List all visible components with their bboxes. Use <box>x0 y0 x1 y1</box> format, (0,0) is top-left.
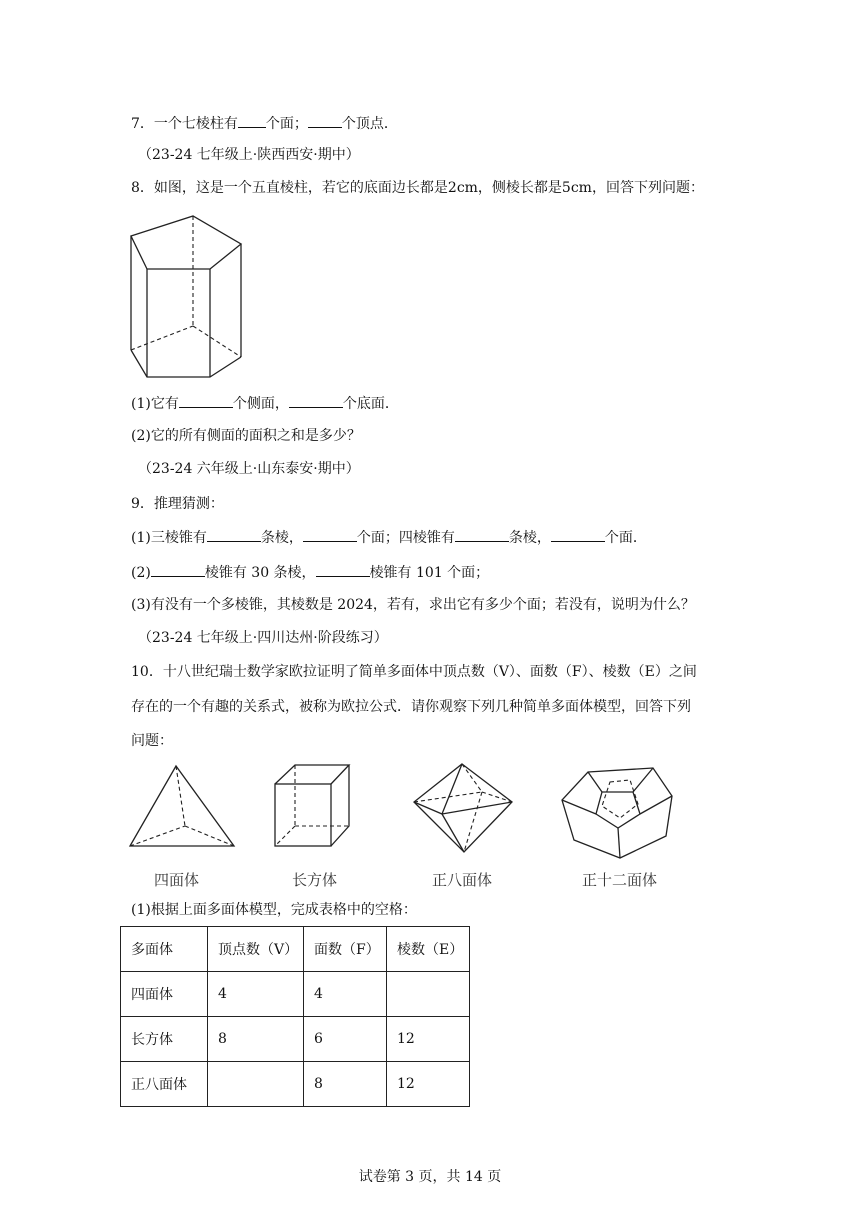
table-header-cell: 棱数（E） <box>387 927 470 972</box>
q9-text: 棱锥有 101 个面； <box>369 565 490 581</box>
table-header-cell: 面数（F） <box>304 927 387 972</box>
q9-text: 条棱， <box>508 530 551 546</box>
q10-stem-line2: 存在的一个有趣的关系式，被称为欧拉公式．请你观察下列几种简单多面体模型，回答下列 <box>131 699 691 715</box>
q9-text: 个面． <box>604 530 647 546</box>
q9-part3: (3)有没有一个多棱锥，其棱数是 2024，若有，求出它有多少个面；若没有，说明为什么？ <box>131 597 695 613</box>
octahedron-figure <box>412 762 516 854</box>
q10-part1: (1)根据上面多面体模型，完成表格中的空格： <box>131 902 417 918</box>
tetrahedron-label: 四面体 <box>154 871 200 889</box>
q7-line <box>131 113 398 134</box>
q9-source: （23-24 六年级上·山东泰安·期中） <box>138 461 360 477</box>
table-cell-blank[interactable] <box>387 972 470 1017</box>
table-header-cell: 多面体 <box>121 927 208 972</box>
q10-stem-line1: 10．十八世纪瑞士数学家欧拉证明了简单多面体中顶点数（V）、面数（F）、棱数（E）之间 <box>131 664 697 680</box>
polyhedron-table <box>120 926 470 1107</box>
q8-text: 个侧面， <box>232 396 289 412</box>
q10-source: （23-24 七年级上·四川达州·阶段练习） <box>138 630 388 646</box>
q8-stem: 8．如图，这是一个五直棱柱，若它的底面边长都是2cm，侧棱长都是5cm，回答下列问题： <box>131 180 704 196</box>
q8-text: (1)它有 <box>131 396 179 412</box>
cuboid-label: 长方体 <box>292 871 338 889</box>
q9-text: (1)三棱锥有 <box>131 530 207 546</box>
q8-text: 个底面． <box>342 396 399 412</box>
q9-text: 棱锥有 30 条棱， <box>204 565 316 581</box>
pentagonal-prism-figure <box>128 212 248 382</box>
table-cell: 12 <box>387 1062 470 1107</box>
table-cell: 12 <box>387 1017 470 1062</box>
octahedron-label: 正八面体 <box>432 871 493 889</box>
table-cell: 正八面体 <box>121 1062 208 1107</box>
answer-blank[interactable] <box>303 527 357 542</box>
answer-blank[interactable] <box>308 113 342 128</box>
table-row <box>121 1062 470 1107</box>
table-cell: 4 <box>304 972 387 1017</box>
q9-text: 个面；四棱锥有 <box>356 530 455 546</box>
table-row <box>121 972 470 1017</box>
table-cell: 四面体 <box>121 972 208 1017</box>
table-cell-blank[interactable] <box>208 1062 304 1107</box>
table-header-cell: 顶点数（V） <box>208 927 304 972</box>
q7-text: 个面； <box>265 116 308 132</box>
q8-part2: (2)它的所有侧面的面积之和是多少？ <box>131 428 361 444</box>
dodecahedron-figure <box>558 762 678 862</box>
answer-blank[interactable] <box>455 527 509 542</box>
answer-blank[interactable] <box>289 393 343 408</box>
dodecahedron-label: 正十二面体 <box>582 871 658 889</box>
tetrahedron-figure <box>128 762 236 852</box>
q8-source: （23-24 七年级上·陕西西安·期中） <box>138 147 360 163</box>
q9-text: (2) <box>131 565 151 581</box>
q10-stem-line3: 问题： <box>131 733 173 749</box>
table-cell: 8 <box>208 1017 304 1062</box>
q8-part1 <box>131 393 399 414</box>
answer-blank[interactable] <box>551 527 605 542</box>
q7-text: 7．一个七棱柱有 <box>131 116 238 132</box>
answer-blank[interactable] <box>151 562 205 577</box>
answer-blank[interactable] <box>316 562 370 577</box>
q9-text: 条棱， <box>260 530 303 546</box>
q9-part2 <box>131 562 489 583</box>
cuboid-figure <box>272 762 352 850</box>
answer-blank[interactable] <box>238 113 266 128</box>
table-cell: 4 <box>208 972 304 1017</box>
q9-stem: 9．推理猜测： <box>131 496 224 512</box>
q7-text: 个顶点． <box>341 116 398 132</box>
table-header-row <box>121 927 470 972</box>
table-cell: 6 <box>304 1017 387 1062</box>
page-footer: 试卷第 3 页，共 14 页 <box>358 1169 502 1185</box>
table-row <box>121 1017 470 1062</box>
answer-blank[interactable] <box>207 527 261 542</box>
answer-blank[interactable] <box>179 393 233 408</box>
q9-part1 <box>131 527 647 548</box>
table-cell: 长方体 <box>121 1017 208 1062</box>
table-cell: 8 <box>304 1062 387 1107</box>
